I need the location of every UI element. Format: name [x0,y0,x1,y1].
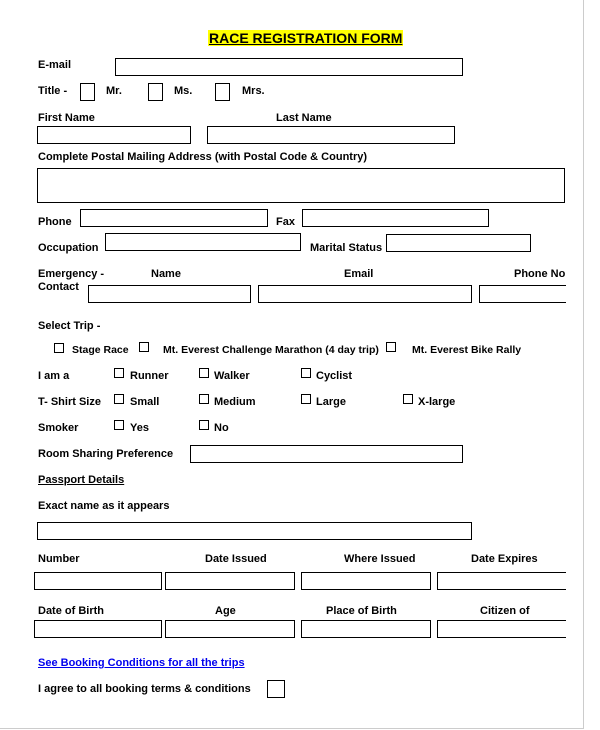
marital-status-label: Marital Status [310,242,383,254]
last-name-label: Last Name [276,112,332,124]
date-issued-input[interactable] [165,572,295,590]
email-input[interactable] [115,58,463,76]
title-mrs-label: Mrs. [242,85,265,97]
emergency-email-label: Email [344,268,374,280]
title-mrs-checkbox[interactable] [215,83,230,101]
agree-checkbox[interactable] [267,680,285,698]
title-label: Title - [38,85,68,97]
iam-walker-checkbox[interactable] [199,368,209,378]
title-ms-checkbox[interactable] [148,83,163,101]
tshirt-large-checkbox[interactable] [301,394,311,404]
iam-cyclist-label: Cyclist [316,370,353,382]
emergency-name-label: Name [151,268,181,280]
fax-input[interactable] [302,209,489,227]
tshirt-xlarge-label: X-large [418,396,456,408]
marital-status-input[interactable] [386,234,531,252]
citizen-of-label: Citizen of [480,605,530,617]
title-mr-label: Mr. [106,85,122,97]
tshirt-medium-label: Medium [214,396,256,408]
date-of-birth-input[interactable] [34,620,162,638]
date-expires-input[interactable] [437,572,566,590]
occupation-label: Occupation [38,242,99,254]
smoker-no-checkbox[interactable] [199,420,209,430]
where-issued-label: Where Issued [344,553,416,565]
tshirt-xlarge-checkbox[interactable] [403,394,413,404]
date-issued-label: Date Issued [205,553,267,565]
trip-bike-rally-checkbox[interactable] [386,342,396,352]
exact-name-input[interactable] [37,522,472,540]
agree-label: I agree to all booking terms & conditions [38,683,251,695]
tshirt-medium-checkbox[interactable] [199,394,209,404]
email-label: E-mail [38,59,72,71]
smoker-no-label: No [214,422,229,434]
tshirt-small-label: Small [130,396,160,408]
where-issued-input[interactable] [301,572,431,590]
address-label: Complete Postal Mailing Address (with Postal Code & Country) [38,151,368,163]
age-label: Age [215,605,236,617]
form-title: RACE REGISTRATION FORM [209,30,403,46]
date-of-birth-label: Date of Birth [38,605,104,617]
address-input[interactable] [37,168,565,203]
smoker-yes-label: Yes [130,422,149,434]
emergency-phone-input[interactable] [479,285,566,303]
fax-label: Fax [276,216,295,228]
trip-stage-race-checkbox[interactable] [54,343,64,353]
room-sharing-label: Room Sharing Preference [38,448,174,460]
title-mr-checkbox[interactable] [80,83,95,101]
iam-runner-label: Runner [130,370,169,382]
passport-number-input[interactable] [34,572,162,590]
trip-marathon-checkbox[interactable] [139,342,149,352]
room-sharing-input[interactable] [190,445,463,463]
title-ms-label: Ms. [174,85,193,97]
smoker-label: Smoker [38,422,79,434]
emergency-label: Emergency - [38,268,105,280]
exact-name-label: Exact name as it appears [38,500,170,512]
phone-label: Phone [38,216,72,228]
emergency-email-input[interactable] [258,285,472,303]
tshirt-small-checkbox[interactable] [114,394,124,404]
place-of-birth-input[interactable] [301,620,431,638]
iam-label: I am a [38,370,70,382]
place-of-birth-label: Place of Birth [326,605,397,617]
smoker-yes-checkbox[interactable] [114,420,124,430]
date-expires-label: Date Expires [471,553,538,565]
emergency-contact-label: Contact [38,281,79,293]
iam-cyclist-checkbox[interactable] [301,368,311,378]
tshirt-label: T- Shirt Size [38,396,101,408]
first-name-label: First Name [38,112,95,124]
phone-input[interactable] [80,209,268,227]
trip-marathon-label: Mt. Everest Challenge Marathon (4 day trip) [163,344,379,356]
first-name-input[interactable] [37,126,191,144]
occupation-input[interactable] [105,233,301,251]
select-trip-label: Select Trip - [38,320,101,332]
trip-stage-race-label: Stage Race [72,344,129,356]
emergency-phone-label: Phone No [514,268,566,280]
booking-conditions-link[interactable]: See Booking Conditions for all the trips [38,657,245,669]
emergency-name-input[interactable] [88,285,251,303]
passport-heading: Passport Details [38,474,125,486]
age-input[interactable] [165,620,295,638]
iam-runner-checkbox[interactable] [114,368,124,378]
tshirt-large-label: Large [316,396,346,408]
iam-walker-label: Walker [214,370,250,382]
passport-number-label: Number [38,553,80,565]
trip-bike-rally-label: Mt. Everest Bike Rally [412,344,522,356]
citizen-of-input[interactable] [437,620,566,638]
last-name-input[interactable] [207,126,455,144]
